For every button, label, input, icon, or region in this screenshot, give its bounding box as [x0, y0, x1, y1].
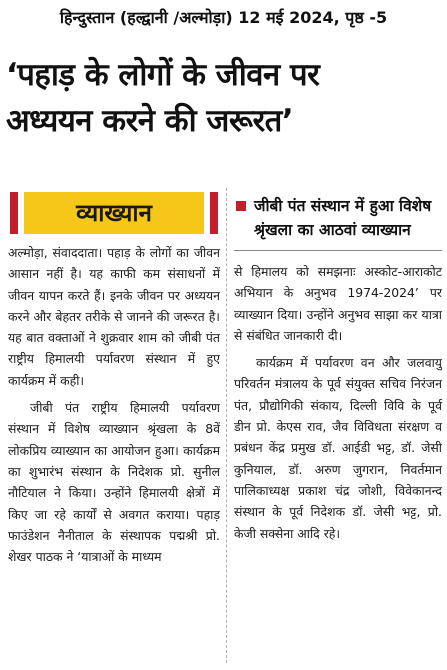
column-divider: [226, 188, 227, 663]
article-paragraph: अल्मोड़ा, संवाददाता। पहाड़ के लोगों का जीवन आसान नहीं है। यह काफी कम संसाधनों में जीवन यापन करते हैं। इनके जीवन पर अध्ययन करने और बेहतर तरीके से जानने की जरूरत है। यह बात वक्ताओं ने शुक्रवार शाम को जीबी पंत राष्ट्रीय हिमालयी पर्यावरण संस्थान में हुए कार्यक्रम में कही।: [8, 245, 220, 388]
section-banner: [10, 192, 220, 234]
banner-stripe-left: [10, 192, 18, 234]
source-line: हिन्दुस्तान (हल्द्वानी /अल्मोड़ा) 12 मई 2024, पृष्ठ -5: [59, 8, 388, 27]
subheadline-text: जीबी पंत संस्थान में हुआ विशेष श्रृंखला का आठवां व्याख्यान: [254, 197, 432, 239]
banner-label: व्याख्यान: [24, 192, 204, 234]
article-column-left: [8, 192, 220, 567]
subheadline: [234, 194, 442, 242]
square-bullet-icon: [236, 201, 246, 211]
article-paragraph: से हिमालय को समझनाः अस्कोट-आराकोट अभियान के अनुभव 1974-2024’ पर व्याख्यान दिया। उन्होंने अनुभव साझा कर यात्रा से संबंधित जानकारी दी।: [234, 264, 442, 343]
article-paragraph: कार्यक्रम में पर्यावरण वन और जलवायु परिवर्तन मंत्रालय के पूर्व संयुक्त सचिव निरंजन पंत, प्रौद्योगिकी संकाय, दिल्ली विवि के पूर्व डीन प्रो. केएस राव, जैव विविधता संरक्षण व प्रबंधन केंद्र प्रमुख डॉ. आईडी भट्ट, डॉ. जेसी कुनियाल, डॉ. अरुण जुगरान, निवर्तमान पालिकाध्यक्ष प्रकाश चंद्र जोशी, विवेकानन्द संस्थान के पूर्व निदेशक डॉ. जेसी भट्ट, प्रो. केजी सक्सेना आदि रहे।: [234, 355, 442, 541]
article-paragraph: जीबी पंत राष्ट्रीय हिमालयी पर्यावरण संस्थान में विशेष व्याख्यान श्रृंखला के 8वें लोकप्रिय व्याख्यान का आयोजन हुआ। कार्यक्रम का शुभारंभ संस्थान के निदेशक प्रो. सुनील नौटियाल ने किया। उन्होंने हिमालयी क्षेत्रों में किए जा रहे कार्यों से अवगत कराया। पहाड़ फाउंडेशन नैनीताल के संस्थापक पद्मश्री प्रो. शेखर पाठक ने ‘यात्राओं के माध्यम: [8, 400, 220, 565]
banner-stripe-right: [210, 192, 218, 234]
headline-line-2: अध्ययन करने की जरूरत’: [6, 103, 294, 139]
subhead-rule: [234, 250, 442, 251]
article-column-right: [234, 192, 442, 544]
headline: [6, 52, 446, 144]
headline-line-1: ‘पहाड़ के लोगों के जीवन पर: [6, 57, 320, 93]
